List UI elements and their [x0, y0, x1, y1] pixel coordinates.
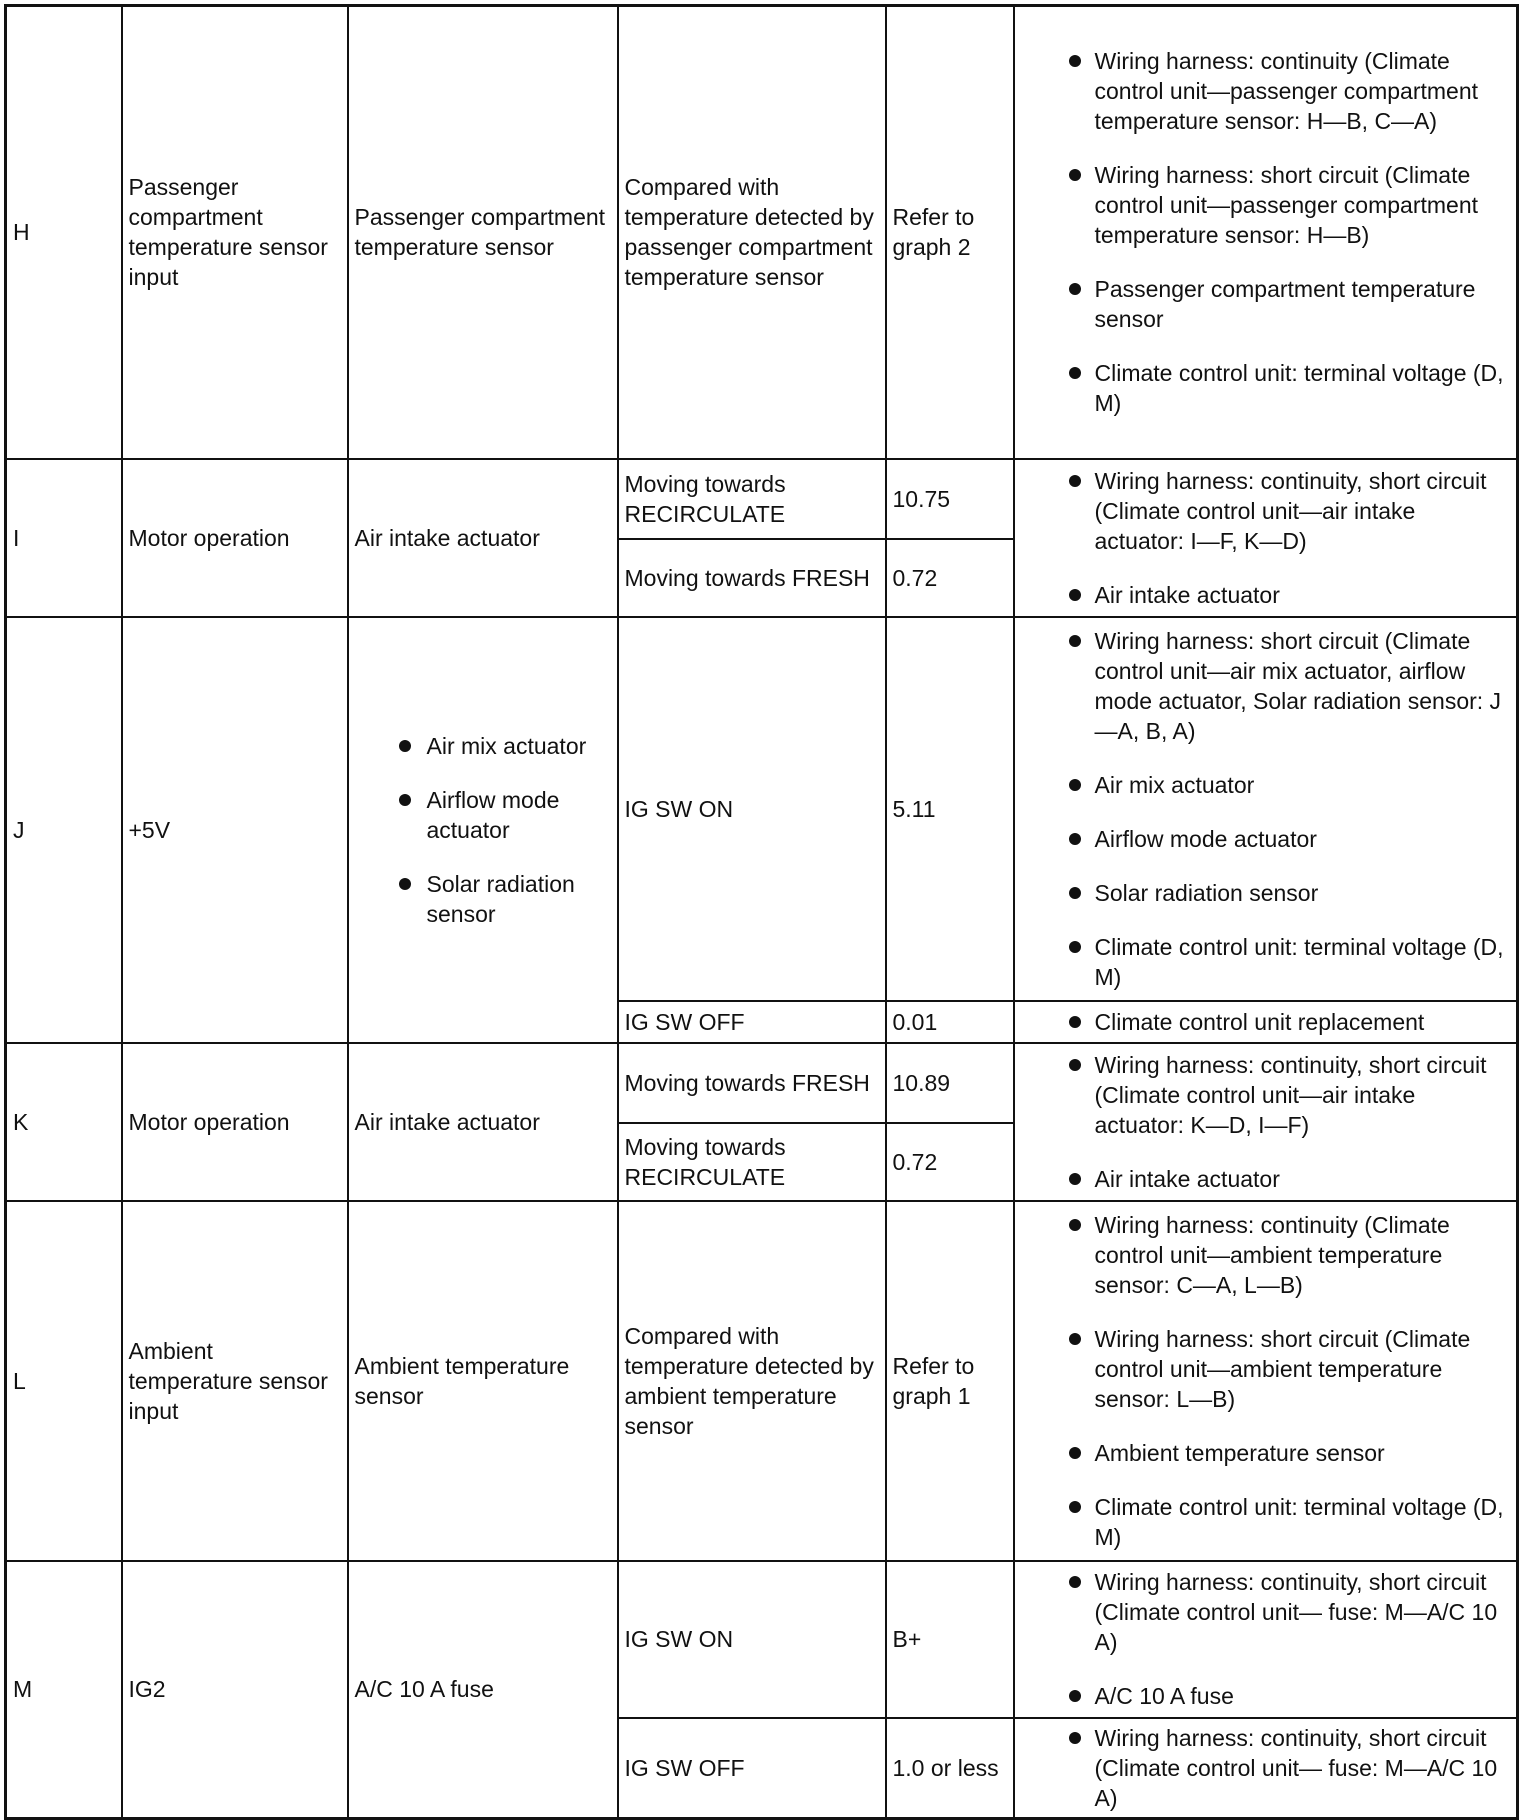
list-item: Solar radiation sensor [1021, 878, 1511, 908]
table-row-h [6, 6, 1518, 459]
list-item: Climate control unit: terminal voltage (D, M) [1021, 932, 1511, 992]
condition-cell: IG SW ON [618, 617, 886, 1001]
item-cell: Ambient temperature sensor input [122, 1201, 348, 1561]
check-list [1021, 46, 1511, 418]
value-cell: Refer to graph 2 [886, 6, 1014, 459]
check-list [1021, 1050, 1511, 1194]
list-item: Airflow mode actuator [1021, 824, 1511, 854]
connected-to-cell: Air intake actuator [348, 1043, 618, 1201]
condition-cell: IG SW OFF [618, 1718, 886, 1819]
list-item: Wiring harness: continuity, short circuit (Climate control unit— fuse: M—A/C 10 A) [1021, 1723, 1511, 1813]
list-item: Ambient temperature sensor [1021, 1438, 1511, 1468]
check-item-cell [1014, 1043, 1518, 1201]
list-item: Solar radiation sensor [395, 869, 611, 929]
condition-cell: Moving towards FRESH [618, 539, 886, 617]
check-item-cell [1014, 1718, 1518, 1819]
value-cell: 1.0 or less [886, 1718, 1014, 1819]
check-list [1021, 466, 1511, 610]
check-item-cell [1014, 1561, 1518, 1718]
condition-cell: Moving towards RECIRCULATE [618, 459, 886, 539]
list-item: Wiring harness: continuity, short circuit (Climate control unit— fuse: M—A/C 10 A) [1021, 1567, 1511, 1657]
check-item-cell [1014, 6, 1518, 459]
item-cell: +5V [122, 617, 348, 1043]
value-cell: Refer to graph 1 [886, 1201, 1014, 1561]
list-item: Air intake actuator [1021, 580, 1511, 610]
condition-cell: Compared with temperature detected by passenger compartment temperature sensor [618, 6, 886, 459]
condition-cell: Moving towards FRESH [618, 1043, 886, 1123]
table-row-k [6, 1043, 1518, 1123]
connected-to-cell: A/C 10 A fuse [348, 1561, 618, 1819]
value-cell: 0.72 [886, 1123, 1014, 1201]
list-item: Wiring harness: continuity, short circuit (Climate control unit—air intake actuator: K—D, I—F) [1021, 1050, 1511, 1140]
check-list [1021, 1723, 1511, 1813]
table-row-l [6, 1201, 1518, 1561]
terminal-cell: H [6, 6, 122, 459]
list-item: A/C 10 A fuse [1021, 1681, 1511, 1711]
list-item: Air intake actuator [1021, 1164, 1511, 1194]
item-cell: Motor operation [122, 459, 348, 617]
list-item: Climate control unit replacement [1021, 1007, 1511, 1037]
check-list [1021, 1210, 1511, 1552]
condition-cell: Moving towards RECIRCULATE [618, 1123, 886, 1201]
list-item: Wiring harness: short circuit (Climate control unit—passenger compartment temperature sensor: H—B) [1021, 160, 1511, 250]
list-item: Wiring harness: continuity, short circuit (Climate control unit—air intake actuator: I—F, K—D) [1021, 466, 1511, 556]
list-item: Air mix actuator [395, 731, 611, 761]
list-item: Passenger compartment temperature sensor [1021, 274, 1511, 334]
terminal-cell: K [6, 1043, 122, 1201]
list-item: Wiring harness: short circuit (Climate control unit—air mix actuator, airflow mode actuator, Solar radiation sensor: J—A, B, A) [1021, 626, 1511, 746]
list-item: Wiring harness: continuity (Climate control unit—passenger compartment temperature sensor: H—B, C—A) [1021, 46, 1511, 136]
check-item-cell [1014, 1201, 1518, 1561]
condition-cell: IG SW OFF [618, 1001, 886, 1043]
terminal-inspection-table [4, 4, 1519, 1820]
value-cell: 10.75 [886, 459, 1014, 539]
item-cell: Passenger compartment temperature sensor input [122, 6, 348, 459]
terminal-cell: M [6, 1561, 122, 1819]
item-cell: IG2 [122, 1561, 348, 1819]
terminal-cell: L [6, 1201, 122, 1561]
terminal-table-wrapper [4, 4, 1516, 1814]
table-row-i [6, 459, 1518, 539]
connected-to-cell: Ambient temperature sensor [348, 1201, 618, 1561]
connected-to-cell: Air intake actuator [348, 459, 618, 617]
value-cell: 10.89 [886, 1043, 1014, 1123]
value-cell: B+ [886, 1561, 1014, 1718]
connected-to-cell: Passenger compartment temperature sensor [348, 6, 618, 459]
table-row-m [6, 1561, 1518, 1718]
check-item-cell [1014, 1001, 1518, 1043]
list-item: Wiring harness: continuity (Climate control unit—ambient temperature sensor: C—A, L—B) [1021, 1210, 1511, 1300]
list-item: Climate control unit: terminal voltage (D, M) [1021, 358, 1511, 418]
check-list [1021, 1567, 1511, 1711]
list-item: Wiring harness: short circuit (Climate control unit—ambient temperature sensor: L—B) [1021, 1324, 1511, 1414]
check-list [1021, 1007, 1511, 1037]
check-item-cell [1014, 617, 1518, 1001]
value-cell: 5.11 [886, 617, 1014, 1001]
table-row-j [6, 617, 1518, 1001]
value-cell: 0.01 [886, 1001, 1014, 1043]
check-item-cell [1014, 459, 1518, 617]
check-list [1021, 626, 1511, 992]
connected-to-cell [348, 617, 618, 1043]
item-cell: Motor operation [122, 1043, 348, 1201]
terminal-cell: J [6, 617, 122, 1043]
list-item: Climate control unit: terminal voltage (D, M) [1021, 1492, 1511, 1552]
list-item: Air mix actuator [1021, 770, 1511, 800]
value-cell: 0.72 [886, 539, 1014, 617]
terminal-cell: I [6, 459, 122, 617]
list-item: Airflow mode actuator [395, 785, 611, 845]
condition-cell: IG SW ON [618, 1561, 886, 1718]
condition-cell: Compared with temperature detected by ambient temperature sensor [618, 1201, 886, 1561]
connected-list [395, 731, 611, 929]
